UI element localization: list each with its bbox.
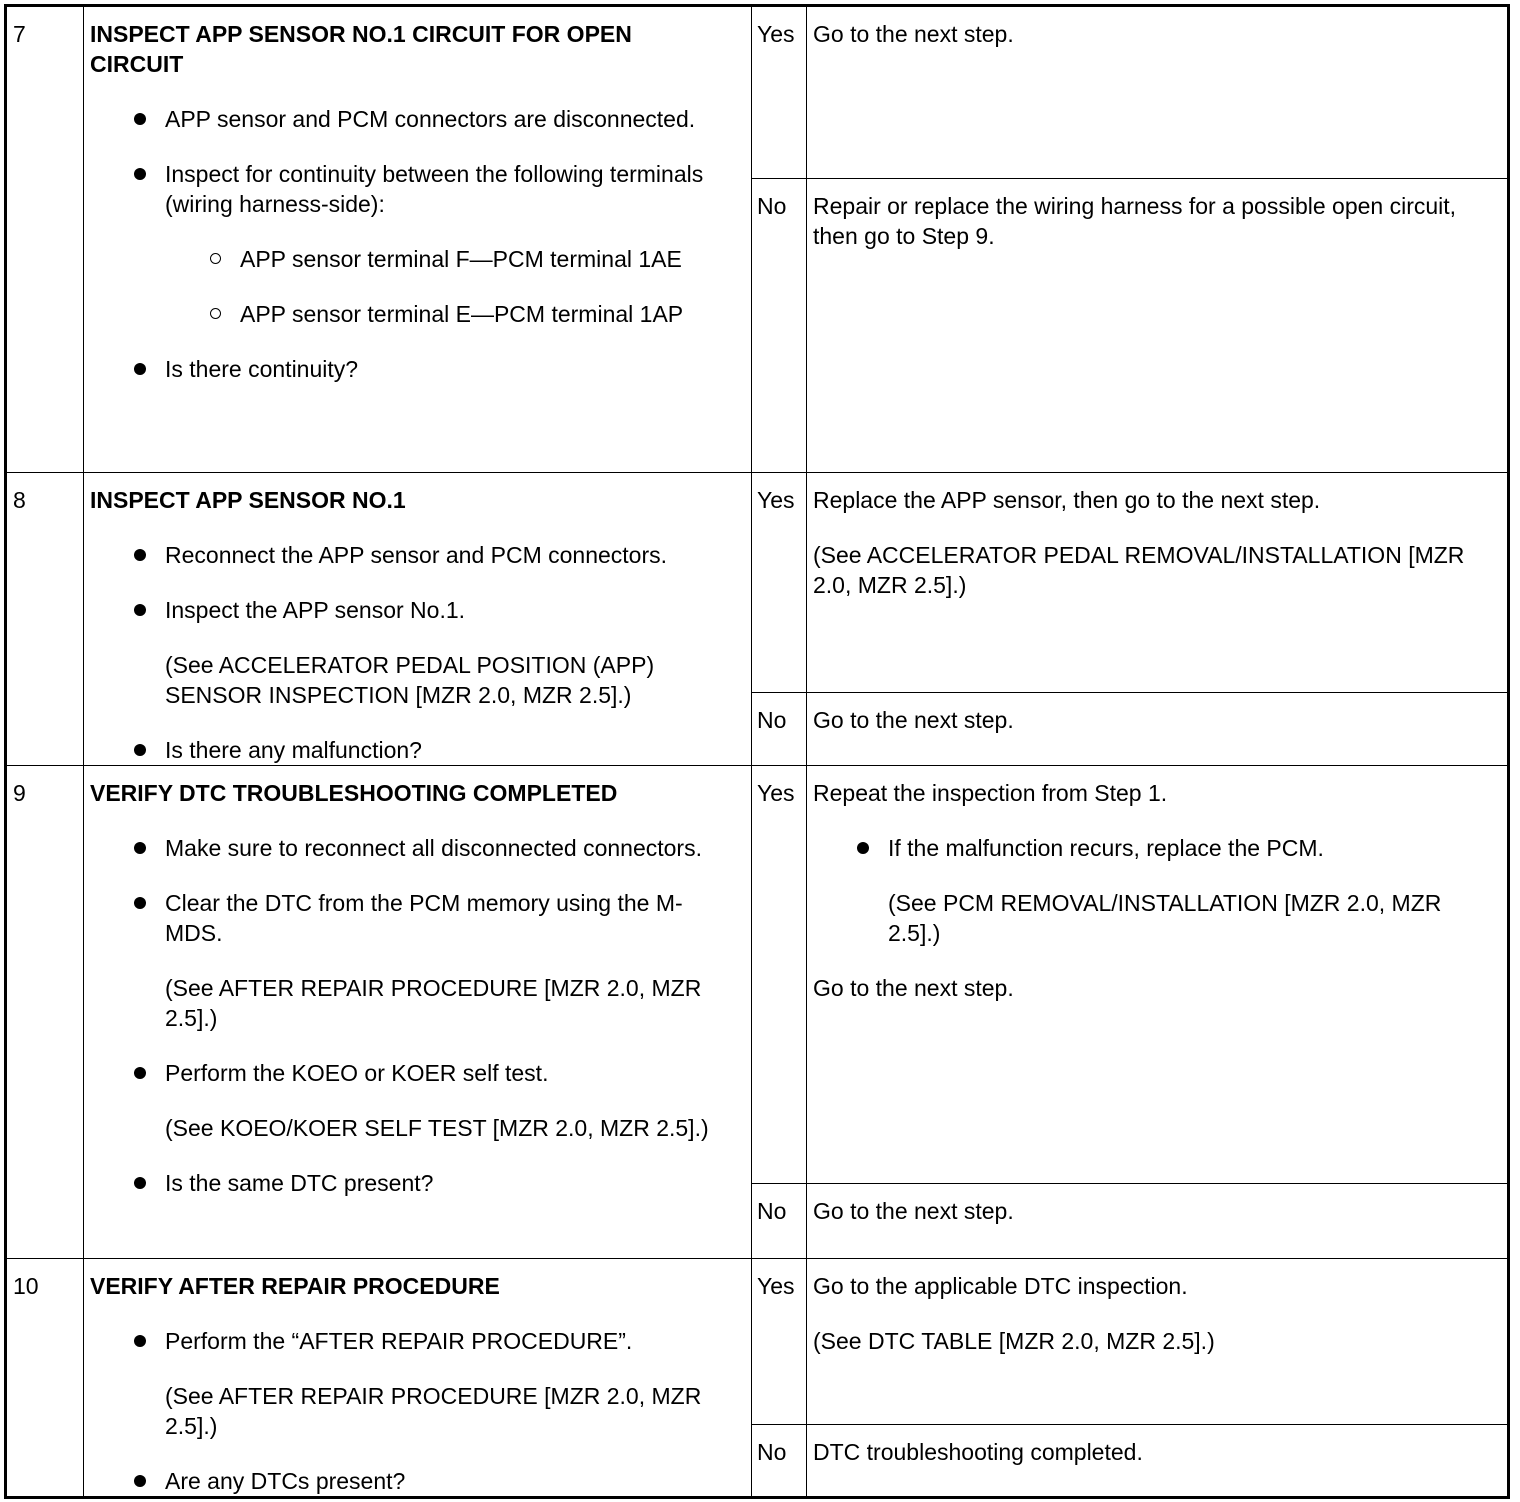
procedure-subbullet: APP sensor terminal E—PCM terminal 1AP (165, 299, 721, 329)
procedure-bullet: Reconnect the APP sensor and PCM connectors. (90, 540, 721, 570)
no-action: Go to the next step. (807, 693, 1509, 766)
reference-note: (See ACCELERATOR PEDAL POSITION (APP) SENSOR INSPECTION [MZR 2.0, MZR 2.5].) (165, 652, 655, 708)
step-10-yes-row (6, 1259, 1509, 1425)
no-action: Go to the next step. (807, 1184, 1509, 1259)
no-label: No (752, 1184, 807, 1259)
step-number: 8 (6, 473, 84, 766)
yes-action: Go to the applicable DTC inspection. (See DTC TABLE [MZR 2.0, MZR 2.5].) (807, 1259, 1509, 1425)
procedure-bullet: Is the same DTC present? (90, 1168, 721, 1198)
step-8-yes-row (6, 473, 1509, 693)
procedure-subbullet: APP sensor terminal F—PCM terminal 1AE (165, 244, 721, 274)
yes-action: Go to the next step. (807, 6, 1509, 179)
reference-note: (See ACCELERATOR PEDAL REMOVAL/INSTALLATION [MZR 2.0, MZR 2.5].) (813, 542, 1465, 598)
procedure-bullet: Perform the KOEO or KOER self test. (See KOEO/KOER SELF TEST [MZR 2.0, MZR 2.5].) (90, 1058, 721, 1143)
procedure-list (90, 1326, 721, 1496)
action-bullet: If the malfunction recurs, replace the PCM. (See PCM REMOVAL/INSTALLATION [MZR 2.0, MZR 2.5].) (813, 833, 1487, 948)
procedure-bullet: Is there any malfunction? (90, 735, 721, 765)
step-title: VERIFY DTC TROUBLESHOOTING COMPLETED (90, 780, 618, 806)
step-title: VERIFY AFTER REPAIR PROCEDURE (90, 1273, 500, 1299)
procedure-list (90, 833, 721, 1198)
procedure-list (90, 540, 721, 765)
terminal-sublist (165, 244, 721, 329)
yes-label: Yes (752, 1259, 807, 1425)
yes-action: Repeat the inspection from Step 1. If the malfunction recurs, replace the PCM. (See PCM REMOVAL/INSTALLATION [MZR 2.0, MZR 2.5].) Go to the next step. (807, 766, 1509, 1184)
step-number: 10 (6, 1259, 84, 1498)
no-label: No (752, 693, 807, 766)
step-7-yes-row (6, 6, 1509, 179)
step-number: 9 (6, 766, 84, 1259)
yes-label: Yes (752, 473, 807, 693)
no-label: No (752, 1425, 807, 1498)
reference-note: (See AFTER REPAIR PROCEDURE [MZR 2.0, MZR 2.5].) (165, 1383, 702, 1439)
reference-note: (See AFTER REPAIR PROCEDURE [MZR 2.0, MZR 2.5].) (165, 975, 702, 1031)
procedure-bullet: Make sure to reconnect all disconnected connectors. (90, 833, 721, 863)
step-title: INSPECT APP SENSOR NO.1 CIRCUIT FOR OPEN CIRCUIT (90, 21, 632, 77)
procedure-bullet: Are any DTCs present? (90, 1466, 721, 1496)
step-procedure (84, 473, 752, 766)
troubleshooting-table (4, 4, 1510, 1499)
yes-label: Yes (752, 6, 807, 179)
procedure-bullet: Clear the DTC from the PCM memory using the M-MDS. (See AFTER REPAIR PROCEDURE [MZR 2.0, MZR 2.5].) (90, 888, 721, 1033)
procedure-bullet: APP sensor and PCM connectors are disconnected. (90, 104, 721, 134)
yes-action: Replace the APP sensor, then go to the next step. (See ACCELERATOR PEDAL REMOVAL/INSTALLATION [MZR 2.0, MZR 2.5].) (807, 473, 1509, 693)
yes-label: Yes (752, 766, 807, 1184)
no-action: Repair or replace the wiring harness for a possible open circuit, then go to Step 9. (807, 179, 1509, 473)
reference-note: (See PCM REMOVAL/INSTALLATION [MZR 2.0, MZR 2.5].) (888, 890, 1442, 946)
procedure-bullet: Inspect for continuity between the following terminals (wiring harness-side): APP sensor terminal F—PCM terminal 1AE APP sensor terminal E—PCM terminal 1AP (90, 159, 721, 329)
procedure-bullet: Perform the “AFTER REPAIR PROCEDURE”. (See AFTER REPAIR PROCEDURE [MZR 2.0, MZR 2.5].) (90, 1326, 721, 1441)
step-procedure (84, 1259, 752, 1498)
step-number: 7 (6, 6, 84, 473)
procedure-bullet: Inspect the APP sensor No.1. (See ACCELERATOR PEDAL POSITION (APP) SENSOR INSPECTION [MZR 2.0, MZR 2.5].) (90, 595, 721, 710)
no-action: DTC troubleshooting completed. (807, 1425, 1509, 1498)
no-label: No (752, 179, 807, 473)
reference-note: (See DTC TABLE [MZR 2.0, MZR 2.5].) (813, 1328, 1215, 1354)
step-title: INSPECT APP SENSOR NO.1 (90, 487, 406, 513)
procedure-bullet: Is there continuity? (90, 354, 721, 384)
step-procedure (84, 766, 752, 1259)
step-procedure (84, 6, 752, 473)
step-9-yes-row (6, 766, 1509, 1184)
reference-note: (See KOEO/KOER SELF TEST [MZR 2.0, MZR 2.5].) (165, 1115, 709, 1141)
procedure-list (90, 104, 721, 384)
